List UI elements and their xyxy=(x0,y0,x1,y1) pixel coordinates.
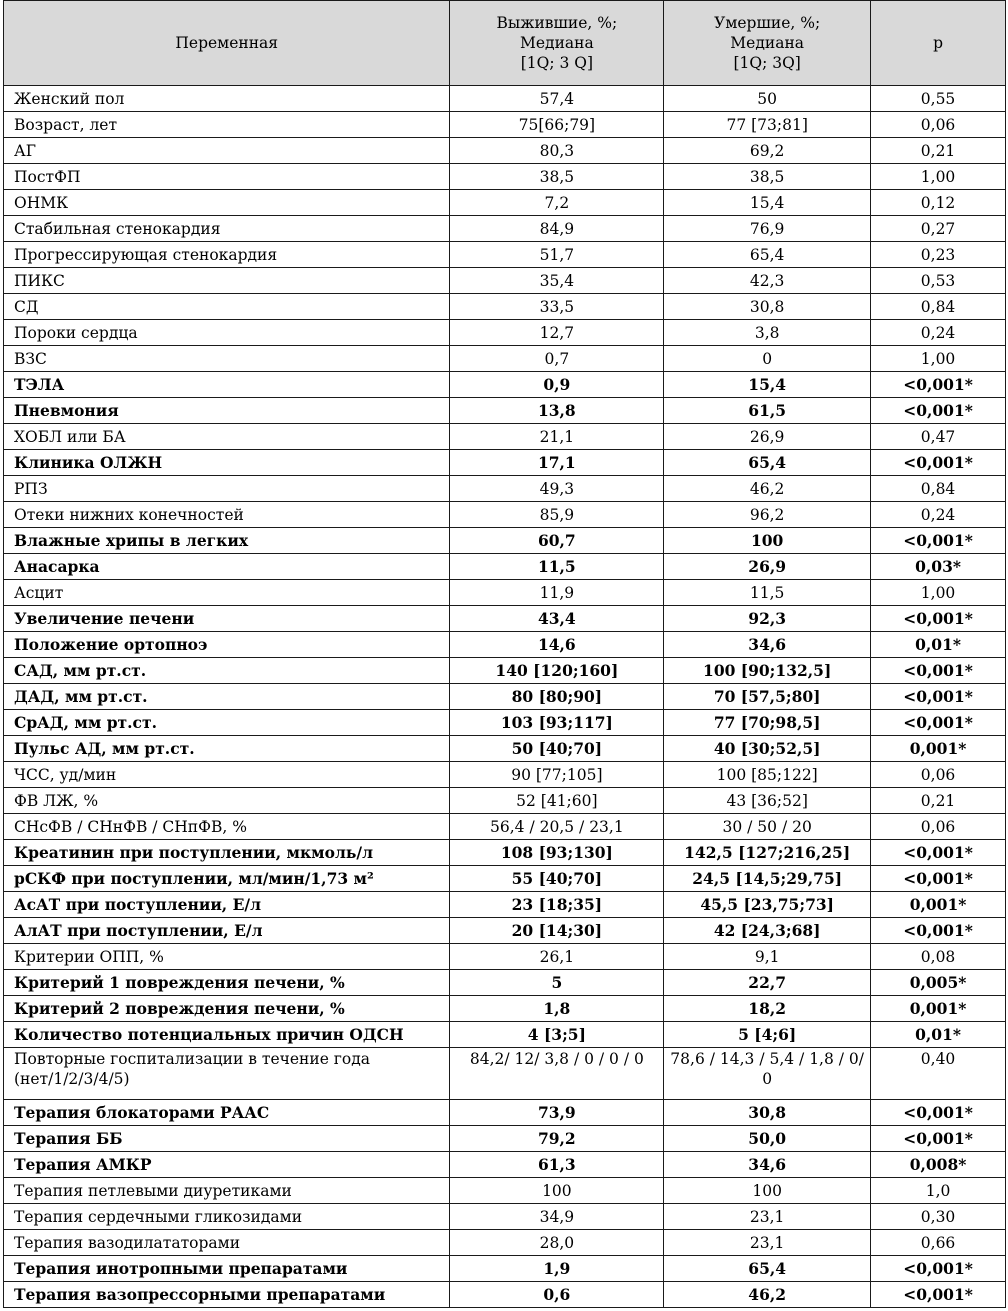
row-p-value-cell: 0,08 xyxy=(871,944,1006,970)
table-row xyxy=(4,164,1006,190)
table-row xyxy=(4,684,1006,710)
row-deceased-cell: 11,5 xyxy=(664,580,871,606)
row-p-value-cell: 0,24 xyxy=(871,502,1006,528)
row-variable-cell: Пороки сердца xyxy=(4,320,450,346)
row-survivors-cell: 11,9 xyxy=(450,580,664,606)
row-variable-cell: ДАД, мм рт.ст. xyxy=(4,684,450,710)
row-p-value-cell: 0,66 xyxy=(871,1230,1006,1256)
row-p-value-cell: 0,008* xyxy=(871,1152,1006,1178)
row-deceased-cell: 100 [85;122] xyxy=(664,762,871,788)
row-deceased-cell: 70 [57,5;80] xyxy=(664,684,871,710)
row-variable-cell: ТЭЛА xyxy=(4,372,450,398)
row-deceased-cell: 23,1 xyxy=(664,1230,871,1256)
row-p-value-cell: <0,001* xyxy=(871,658,1006,684)
row-p-value-cell: <0,001* xyxy=(871,450,1006,476)
row-deceased-cell: 0 xyxy=(664,346,871,372)
row-p-value-cell: <0,001* xyxy=(871,528,1006,554)
row-deceased-cell: 23,1 xyxy=(664,1204,871,1230)
row-survivors-cell: 50 [40;70] xyxy=(450,736,664,762)
table-row xyxy=(4,1126,1006,1152)
table-row xyxy=(4,320,1006,346)
row-variable-cell: Положение ортопноэ xyxy=(4,632,450,658)
table-row xyxy=(4,502,1006,528)
row-deceased-cell: 46,2 xyxy=(664,1282,871,1308)
table-row xyxy=(4,632,1006,658)
table-row xyxy=(4,606,1006,632)
row-survivors-cell: 0,7 xyxy=(450,346,664,372)
row-deceased-cell: 50 xyxy=(664,86,871,112)
row-p-value-cell: <0,001* xyxy=(871,684,1006,710)
row-survivors-cell: 21,1 xyxy=(450,424,664,450)
table-row xyxy=(4,814,1006,840)
row-deceased-cell: 96,2 xyxy=(664,502,871,528)
row-deceased-cell: 30 / 50 / 20 xyxy=(664,814,871,840)
row-survivors-cell: 80,3 xyxy=(450,138,664,164)
row-survivors-cell: 17,1 xyxy=(450,450,664,476)
row-p-value-cell: 0,21 xyxy=(871,138,1006,164)
row-survivors-cell: 11,5 xyxy=(450,554,664,580)
row-p-value-cell: 0,06 xyxy=(871,814,1006,840)
row-survivors-cell: 49,3 xyxy=(450,476,664,502)
row-survivors-cell: 43,4 xyxy=(450,606,664,632)
row-p-value-cell: <0,001* xyxy=(871,1256,1006,1282)
table-header-row xyxy=(4,1,1006,86)
row-variable-cell: Асцит xyxy=(4,580,450,606)
row-p-value-cell: 0,001* xyxy=(871,892,1006,918)
row-p-value-cell: 0,40 xyxy=(871,1048,1006,1100)
row-survivors-cell: 84,9 xyxy=(450,216,664,242)
table-row xyxy=(4,528,1006,554)
row-p-value-cell: 0,001* xyxy=(871,996,1006,1022)
row-deceased-cell: 65,4 xyxy=(664,242,871,268)
table-row xyxy=(4,216,1006,242)
row-p-value-cell: <0,001* xyxy=(871,398,1006,424)
row-survivors-cell: 12,7 xyxy=(450,320,664,346)
row-deceased-cell: 40 [30;52,5] xyxy=(664,736,871,762)
row-survivors-cell: 26,1 xyxy=(450,944,664,970)
row-survivors-cell: 79,2 xyxy=(450,1126,664,1152)
row-survivors-cell: 52 [41;60] xyxy=(450,788,664,814)
row-survivors-cell: 0,6 xyxy=(450,1282,664,1308)
table-row xyxy=(4,1152,1006,1178)
row-p-value-cell: <0,001* xyxy=(871,918,1006,944)
row-variable-cell: РПЗ xyxy=(4,476,450,502)
row-variable-cell: Терапия инотропными препаратами xyxy=(4,1256,450,1282)
row-p-value-cell: 0,55 xyxy=(871,86,1006,112)
row-variable-cell: Терапия ББ xyxy=(4,1126,450,1152)
row-variable-cell: АсАТ при поступлении, Е/л xyxy=(4,892,450,918)
row-variable-cell: СНсФВ / СНнФВ / СНпФВ, % xyxy=(4,814,450,840)
row-p-value-cell: 0,53 xyxy=(871,268,1006,294)
row-survivors-cell: 0,9 xyxy=(450,372,664,398)
header-variable: Переменная xyxy=(4,1,450,86)
row-deceased-cell: 50,0 xyxy=(664,1126,871,1152)
row-p-value-cell: 1,00 xyxy=(871,346,1006,372)
row-variable-cell: ХОБЛ или БА xyxy=(4,424,450,450)
row-p-value-cell: 0,001* xyxy=(871,736,1006,762)
row-deceased-cell: 45,5 [23,75;73] xyxy=(664,892,871,918)
row-variable-cell: ЧСС, уд/мин xyxy=(4,762,450,788)
row-variable-cell: Увеличение печени xyxy=(4,606,450,632)
row-survivors-cell: 7,2 xyxy=(450,190,664,216)
table-row xyxy=(4,892,1006,918)
table-row xyxy=(4,658,1006,684)
row-deceased-cell: 65,4 xyxy=(664,450,871,476)
row-survivors-cell: 56,4 / 20,5 / 23,1 xyxy=(450,814,664,840)
table-body xyxy=(4,86,1006,1308)
row-deceased-cell: 30,8 xyxy=(664,294,871,320)
row-variable-cell: СрАД, мм рт.ст. xyxy=(4,710,450,736)
table-row xyxy=(4,86,1006,112)
row-p-value-cell: 0,27 xyxy=(871,216,1006,242)
row-p-value-cell: 0,84 xyxy=(871,476,1006,502)
table-row xyxy=(4,1256,1006,1282)
table-row xyxy=(4,580,1006,606)
row-p-value-cell: 1,0 xyxy=(871,1178,1006,1204)
row-variable-cell: Женский пол xyxy=(4,86,450,112)
table-row xyxy=(4,424,1006,450)
row-survivors-cell: 4 [3;5] xyxy=(450,1022,664,1048)
table-row xyxy=(4,1022,1006,1048)
row-survivors-cell: 51,7 xyxy=(450,242,664,268)
row-deceased-cell: 100 xyxy=(664,528,871,554)
table-row xyxy=(4,788,1006,814)
header-survivors: Выжившие, %; Медиана [1Q; 3 Q] xyxy=(450,1,664,86)
row-variable-cell: Клиника ОЛЖН xyxy=(4,450,450,476)
table-row xyxy=(4,1178,1006,1204)
table-row xyxy=(4,372,1006,398)
table-row xyxy=(4,736,1006,762)
row-p-value-cell: 0,12 xyxy=(871,190,1006,216)
row-deceased-cell: 43 [36;52] xyxy=(664,788,871,814)
row-survivors-cell: 61,3 xyxy=(450,1152,664,1178)
comparison-table xyxy=(3,0,1006,1308)
row-deceased-cell: 15,4 xyxy=(664,372,871,398)
table-row xyxy=(4,970,1006,996)
row-deceased-cell: 42 [24,3;68] xyxy=(664,918,871,944)
row-variable-cell: Креатинин при поступлении, мкмоль/л xyxy=(4,840,450,866)
row-survivors-cell: 33,5 xyxy=(450,294,664,320)
table-row xyxy=(4,346,1006,372)
row-p-value-cell: <0,001* xyxy=(871,1282,1006,1308)
row-variable-cell: Стабильная стенокардия xyxy=(4,216,450,242)
row-variable-cell: СД xyxy=(4,294,450,320)
row-deceased-cell: 100 xyxy=(664,1178,871,1204)
row-survivors-cell: 73,9 xyxy=(450,1100,664,1126)
row-p-value-cell: 0,03* xyxy=(871,554,1006,580)
table-row xyxy=(4,268,1006,294)
row-variable-cell: АГ xyxy=(4,138,450,164)
row-deceased-cell: 34,6 xyxy=(664,632,871,658)
row-deceased-cell: 92,3 xyxy=(664,606,871,632)
row-variable-cell: Анасарка xyxy=(4,554,450,580)
row-variable-cell: Терапия блокаторами РААС xyxy=(4,1100,450,1126)
row-variable-cell: ФВ ЛЖ, % xyxy=(4,788,450,814)
row-p-value-cell: 0,06 xyxy=(871,762,1006,788)
row-variable-cell: ВЗС xyxy=(4,346,450,372)
row-survivors-cell: 85,9 xyxy=(450,502,664,528)
table-row xyxy=(4,138,1006,164)
row-p-value-cell: 0,84 xyxy=(871,294,1006,320)
table-row xyxy=(4,944,1006,970)
table-row xyxy=(4,1230,1006,1256)
row-p-value-cell: <0,001* xyxy=(871,840,1006,866)
table-row xyxy=(4,762,1006,788)
row-variable-cell: Влажные хрипы в легких xyxy=(4,528,450,554)
table-row xyxy=(4,242,1006,268)
row-survivors-cell: 1,8 xyxy=(450,996,664,1022)
table-row xyxy=(4,1204,1006,1230)
table-row xyxy=(4,996,1006,1022)
row-survivors-cell: 100 xyxy=(450,1178,664,1204)
row-survivors-cell: 35,4 xyxy=(450,268,664,294)
row-deceased-cell: 78,6 / 14,3 / 5,4 / 1,8 / 0/ 0 xyxy=(664,1048,871,1100)
row-variable-cell: ОНМК xyxy=(4,190,450,216)
row-deceased-cell: 65,4 xyxy=(664,1256,871,1282)
row-p-value-cell: 0,30 xyxy=(871,1204,1006,1230)
row-deceased-cell: 100 [90;132,5] xyxy=(664,658,871,684)
table-row xyxy=(4,294,1006,320)
row-deceased-cell: 15,4 xyxy=(664,190,871,216)
row-variable-cell: Терапия вазопрессорными препаратами xyxy=(4,1282,450,1308)
row-p-value-cell: 0,47 xyxy=(871,424,1006,450)
row-variable-cell: Критерий 2 повреждения печени, % xyxy=(4,996,450,1022)
row-survivors-cell: 60,7 xyxy=(450,528,664,554)
row-p-value-cell: 0,005* xyxy=(871,970,1006,996)
row-variable-cell: Пульс АД, мм рт.ст. xyxy=(4,736,450,762)
row-p-value-cell: 1,00 xyxy=(871,580,1006,606)
row-deceased-cell: 46,2 xyxy=(664,476,871,502)
row-deceased-cell: 142,5 [127;216,25] xyxy=(664,840,871,866)
row-p-value-cell: 0,06 xyxy=(871,112,1006,138)
row-survivors-cell: 55 [40;70] xyxy=(450,866,664,892)
row-variable-cell: Критерии ОПП, % xyxy=(4,944,450,970)
row-p-value-cell: <0,001* xyxy=(871,1100,1006,1126)
table-row xyxy=(4,1100,1006,1126)
row-deceased-cell: 3,8 xyxy=(664,320,871,346)
row-variable-cell: рСКФ при поступлении, мл/мин/1,73 м² xyxy=(4,866,450,892)
row-deceased-cell: 18,2 xyxy=(664,996,871,1022)
row-variable-cell: ПостФП xyxy=(4,164,450,190)
row-variable-cell: САД, мм рт.ст. xyxy=(4,658,450,684)
row-deceased-cell: 69,2 xyxy=(664,138,871,164)
row-survivors-cell: 57,4 xyxy=(450,86,664,112)
row-p-value-cell: 0,21 xyxy=(871,788,1006,814)
row-deceased-cell: 5 [4;6] xyxy=(664,1022,871,1048)
row-deceased-cell: 76,9 xyxy=(664,216,871,242)
row-deceased-cell: 38,5 xyxy=(664,164,871,190)
table-row xyxy=(4,918,1006,944)
row-survivors-cell: 23 [18;35] xyxy=(450,892,664,918)
row-survivors-cell: 90 [77;105] xyxy=(450,762,664,788)
row-variable-cell: Критерий 1 повреждения печени, % xyxy=(4,970,450,996)
row-variable-cell: Прогрессирующая стенокардия xyxy=(4,242,450,268)
row-survivors-cell: 103 [93;117] xyxy=(450,710,664,736)
row-survivors-cell: 80 [80;90] xyxy=(450,684,664,710)
table-row xyxy=(4,866,1006,892)
row-p-value-cell: <0,001* xyxy=(871,866,1006,892)
table-row xyxy=(4,190,1006,216)
row-survivors-cell: 38,5 xyxy=(450,164,664,190)
table-row xyxy=(4,112,1006,138)
table-row xyxy=(4,1048,1006,1100)
row-deceased-cell: 42,3 xyxy=(664,268,871,294)
row-variable-cell: Пневмония xyxy=(4,398,450,424)
table-row xyxy=(4,710,1006,736)
row-survivors-cell: 14,6 xyxy=(450,632,664,658)
row-variable-cell: Терапия сердечными гликозидами xyxy=(4,1204,450,1230)
row-survivors-cell: 84,2/ 12/ 3,8 / 0 / 0 / 0 xyxy=(450,1048,664,1100)
row-survivors-cell: 34,9 xyxy=(450,1204,664,1230)
row-deceased-cell: 77 [73;81] xyxy=(664,112,871,138)
table-row xyxy=(4,840,1006,866)
table-row xyxy=(4,398,1006,424)
row-deceased-cell: 34,6 xyxy=(664,1152,871,1178)
table-row xyxy=(4,554,1006,580)
row-survivors-cell: 108 [93;130] xyxy=(450,840,664,866)
row-survivors-cell: 140 [120;160] xyxy=(450,658,664,684)
header-deceased: Умершие, %; Медиана [1Q; 3Q] xyxy=(664,1,871,86)
row-variable-cell: Количество потенциальных причин ОДСН xyxy=(4,1022,450,1048)
row-variable-cell: Отеки нижних конечностей xyxy=(4,502,450,528)
table-row xyxy=(4,1282,1006,1308)
row-deceased-cell: 26,9 xyxy=(664,424,871,450)
table-row xyxy=(4,450,1006,476)
row-deceased-cell: 24,5 [14,5;29,75] xyxy=(664,866,871,892)
row-deceased-cell: 22,7 xyxy=(664,970,871,996)
row-deceased-cell: 26,9 xyxy=(664,554,871,580)
row-deceased-cell: 77 [70;98,5] xyxy=(664,710,871,736)
row-variable-cell: АлАТ при поступлении, Е/л xyxy=(4,918,450,944)
header-p-value: p xyxy=(871,1,1006,86)
row-survivors-cell: 75[66;79] xyxy=(450,112,664,138)
row-p-value-cell: 0,01* xyxy=(871,1022,1006,1048)
row-variable-cell: ПИКС xyxy=(4,268,450,294)
row-survivors-cell: 13,8 xyxy=(450,398,664,424)
table-row xyxy=(4,476,1006,502)
row-p-value-cell: 0,24 xyxy=(871,320,1006,346)
row-survivors-cell: 1,9 xyxy=(450,1256,664,1282)
row-p-value-cell: 0,23 xyxy=(871,242,1006,268)
row-p-value-cell: <0,001* xyxy=(871,710,1006,736)
row-variable-cell: Повторные госпитализации в течение года (нет/1/2/3/4/5) xyxy=(4,1048,450,1100)
row-variable-cell: Терапия петлевыми диуретиками xyxy=(4,1178,450,1204)
row-survivors-cell: 28,0 xyxy=(450,1230,664,1256)
row-p-value-cell: <0,001* xyxy=(871,372,1006,398)
row-p-value-cell: <0,001* xyxy=(871,1126,1006,1152)
row-survivors-cell: 5 xyxy=(450,970,664,996)
row-variable-cell: Возраст, лет xyxy=(4,112,450,138)
row-variable-cell: Терапия АМКР xyxy=(4,1152,450,1178)
row-p-value-cell: <0,001* xyxy=(871,606,1006,632)
row-deceased-cell: 61,5 xyxy=(664,398,871,424)
row-survivors-cell: 20 [14;30] xyxy=(450,918,664,944)
row-p-value-cell: 1,00 xyxy=(871,164,1006,190)
row-deceased-cell: 30,8 xyxy=(664,1100,871,1126)
row-variable-cell: Терапия вазодилататорами xyxy=(4,1230,450,1256)
row-p-value-cell: 0,01* xyxy=(871,632,1006,658)
row-deceased-cell: 9,1 xyxy=(664,944,871,970)
